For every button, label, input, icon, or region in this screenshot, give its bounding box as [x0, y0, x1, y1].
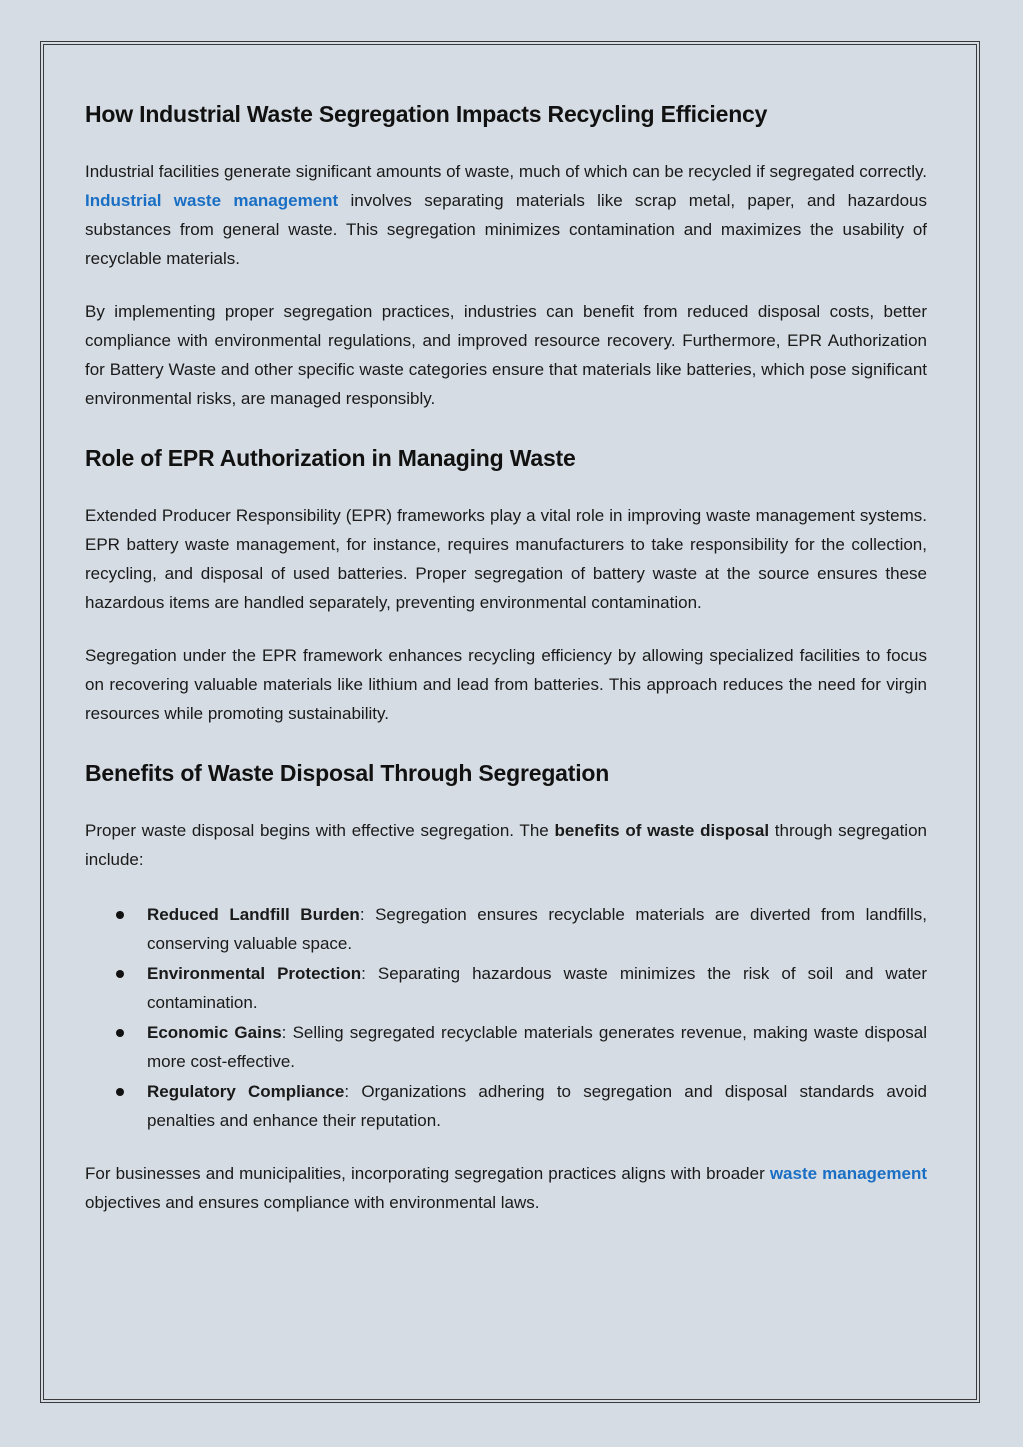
- list-item-term: Environmental Protection: [147, 964, 362, 983]
- industrial-waste-management-link[interactable]: Industrial waste management: [85, 191, 339, 210]
- list-item: [85, 959, 927, 1017]
- heading-benefits-of-waste-disposal: Benefits of Waste Disposal Through Segregation: [85, 760, 610, 786]
- paragraph-segregation-practices: By implementing proper segregation practices, industries can benefit from reduced disposal costs, better compliance with environmental regulations, and improved resource recovery. Furthermore, EPR Authorization for Battery Waste and other specific waste categories ensure that materials like batteries, which pose significant environmental risks, are managed responsibly.: [85, 302, 927, 408]
- paragraph-closing: [85, 1159, 927, 1217]
- list-item: [85, 1077, 927, 1135]
- paragraph-benefits-intro: [85, 816, 927, 874]
- list-item-term: Regulatory Compliance: [147, 1082, 345, 1101]
- bullet-icon: [116, 1029, 124, 1037]
- benefits-of-waste-disposal-bold: benefits of waste disposal: [554, 821, 770, 840]
- heading-role-of-epr: Role of EPR Authorization in Managing Waste: [85, 445, 576, 471]
- benefits-list: [85, 900, 927, 1135]
- text-segment: Industrial facilities generate significant amounts of waste, much of which can be recycled if segregated correctly.: [85, 162, 927, 181]
- list-item-desc: : Separating hazardous waste minimizes the risk of soil and water contamination.: [147, 964, 928, 1012]
- paragraph-epr-segregation: Segregation under the EPR framework enhances recycling efficiency by allowing specialized facilities to focus on recovering valuable materials like lithium and lead from batteries. This approach reduces the need for virgin resources while promoting sustainability.: [85, 646, 927, 723]
- list-item: [85, 900, 927, 958]
- list-item-desc: : Organizations adhering to segregation and disposal standards avoid penalties and enhance their reputation.: [147, 1082, 927, 1130]
- list-item: [85, 1018, 927, 1076]
- bullet-icon: [116, 1088, 124, 1096]
- list-item-term: Economic Gains: [147, 1023, 282, 1042]
- heading-industrial-waste-segregation: How Industrial Waste Segregation Impacts Recycling Efficiency: [85, 101, 768, 127]
- text-segment: For businesses and municipalities, incorporating segregation practices aligns with broader: [85, 1164, 770, 1183]
- document-body: [85, 96, 927, 1217]
- text-segment: objectives and ensures compliance with environmental laws.: [85, 1193, 540, 1212]
- text-segment: through segregation include:: [85, 821, 927, 869]
- paragraph-industrial-facilities: [85, 157, 927, 273]
- paragraph-epr-frameworks: Extended Producer Responsibility (EPR) frameworks play a vital role in improving waste management systems. EPR battery waste management, for instance, requires manufacturers to take responsibility for the collection, recycling, and disposal of used batteries. Proper segregation of battery waste at the source ensures these hazardous items are handled separately, preventing environmental contamination.: [85, 506, 927, 612]
- list-item-desc: : Segregation ensures recyclable materials are diverted from landfills, conserving valuable space.: [147, 905, 927, 953]
- list-item-term: Reduced Landfill Burden: [147, 905, 360, 924]
- bullet-icon: [116, 970, 124, 978]
- list-item-desc: : Selling segregated recyclable materials generates revenue, making waste disposal more cost-effective.: [147, 1023, 927, 1071]
- text-segment: Proper waste disposal begins with effective segregation. The: [85, 821, 555, 840]
- text-segment: involves separating materials like scrap metal, paper, and hazardous substances from general waste. This segregation minimizes contamination and maximizes the usability of recyclable materials.: [85, 191, 927, 268]
- bullet-icon: [116, 911, 124, 919]
- waste-management-link[interactable]: waste management: [769, 1164, 927, 1183]
